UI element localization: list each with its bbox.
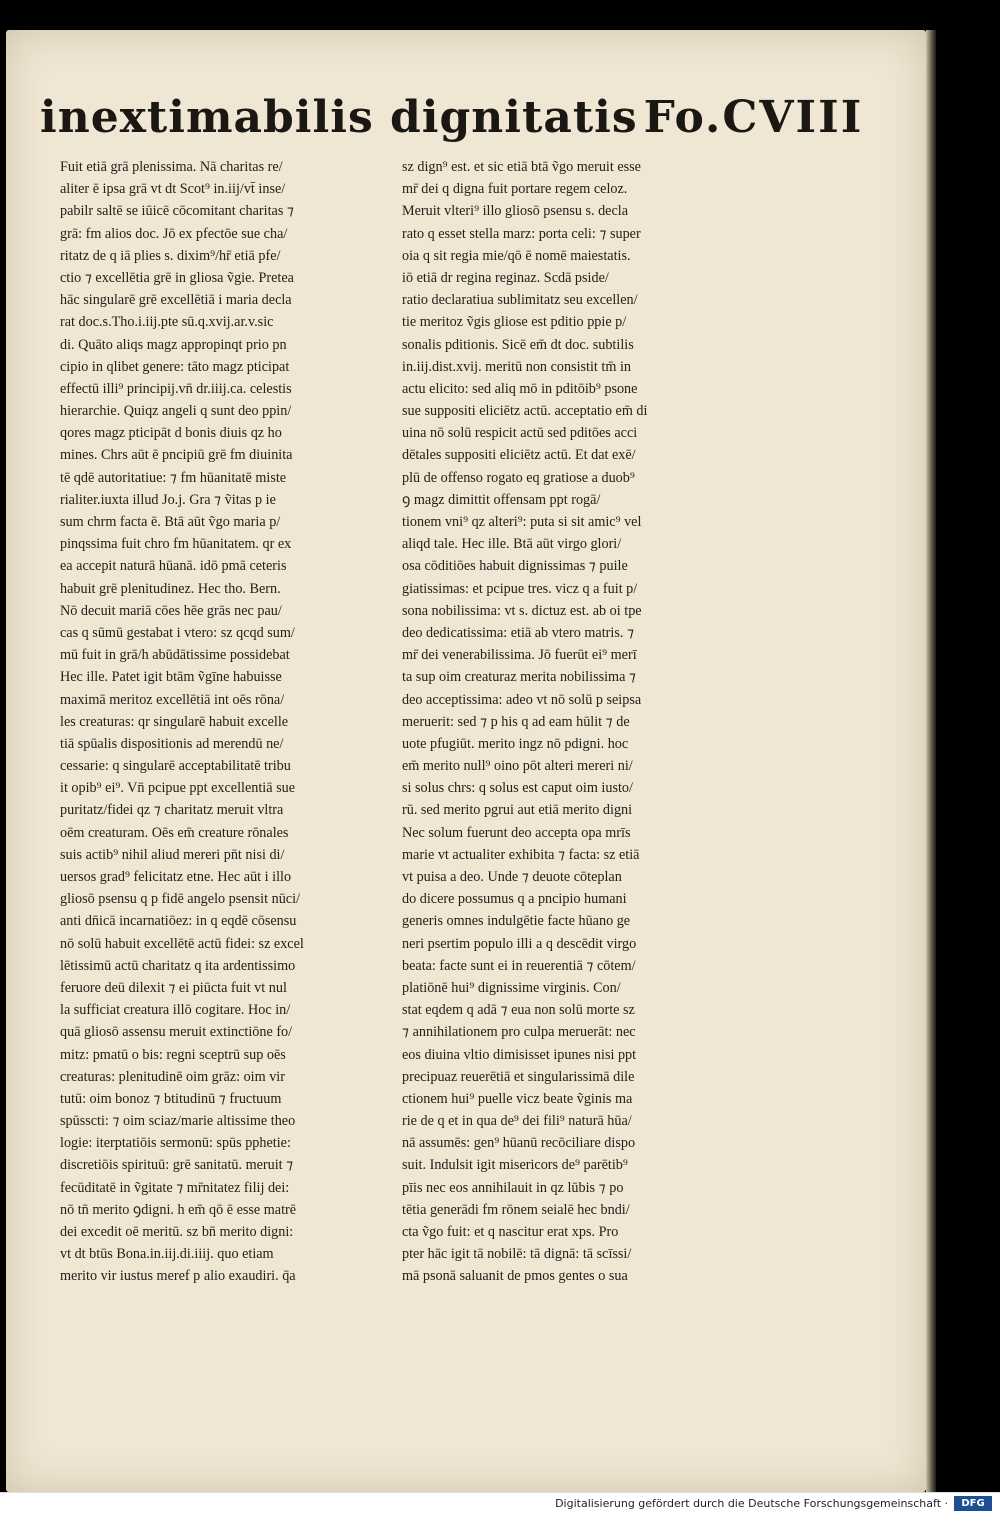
text-line: tie meritoz ṽgis gliose est pditio ppie p/ <box>402 314 627 331</box>
text-line: tē qdē autoritatiue: ⁊ fm hūanitatē miste <box>60 469 287 486</box>
text-line: rat doc.s.Tho.i.iij.pte sū.q.xvij.ar.v.sic <box>60 314 274 331</box>
text-line: Hec ille. Patet igit btām ṽgīne habuisse <box>60 669 282 686</box>
text-line: ctionem hui⁹ puelle vicz beate ṽginis ma <box>402 1090 633 1107</box>
text-line: uina nō solū respicit actū sed pditōes acci <box>402 425 638 442</box>
text-line: cas q sūmū gestabat i vtero: sz qcqd sum/ <box>60 624 295 641</box>
text-line: tionem vni⁹ qz alteri⁹: puta si sit amic⁹ vel <box>402 514 642 530</box>
text-line: grā: fm alios doc. Jō ex pfectōe sue cha/ <box>60 225 288 242</box>
text-line: mitz: pmatū o bis: regni sceptrū sup oēs <box>60 1046 286 1063</box>
folio-number: Fo.CVIII <box>643 92 864 143</box>
text-line: it opib⁹ ei⁹. Vn̄ pcipue ppt excellentiā sue <box>60 780 295 797</box>
text-line: ꝯ magz dimittit offensam ppt rogā/ <box>402 491 601 508</box>
text-line: si solus chrs: q solus est caput oim iusto/ <box>402 780 633 797</box>
text-line: beata: facte sunt ei in reuerentiā ⁊ cōtem/ <box>402 957 636 974</box>
text-line: creaturas: plenitudinē oim grāz: oim vir <box>60 1068 285 1085</box>
text-line: pter hāc igit tā nobilē: tā dignā: tā scīssi/ <box>402 1246 632 1263</box>
text-line: do dicere possumus q a pncipio humani <box>402 891 627 908</box>
text-line: feruore deū dilexit ⁊ ei piūcta fuit vt nul <box>60 979 287 996</box>
text-line: osa cōditiōes habuit dignissimas ⁊ puile <box>402 558 628 575</box>
text-line: Fuit etiā grā plenissima. Nā charitas re/ <box>60 159 283 175</box>
text-line: lētissimū actū charitatz q ita ardentissimo <box>60 957 296 974</box>
text-line: cta ṽgo fuit: et q nascitur erat xps. Pro <box>402 1224 619 1240</box>
text-line: Meruit vlteri⁹ illo gliosō psensu s. decla <box>402 203 629 220</box>
text-line: mines. Chrs aūt ē pncipiū grē fm diuinita <box>60 447 293 464</box>
text-line: oēm creaturam. Oēs em̄ creature rōnales <box>60 824 289 841</box>
text-column-left <box>60 156 400 1288</box>
text-line: eos diuina vltio dimisisset ipunes nisi ppt <box>402 1046 637 1063</box>
text-line: iō etiā dr regina reginaz. Scdā pside/ <box>402 269 609 286</box>
text-line: actu elicito: sed aliq mō in pditōib⁹ psone <box>402 380 638 397</box>
text-line: merito vir iustus meref p alio exaudiri. q̄a <box>60 1268 296 1285</box>
text-line: Nō decuit mariā cōes hēe grās nec pau/ <box>60 602 282 619</box>
text-line: mū fuit in grā/h abūdātissime possidebat <box>60 647 290 664</box>
text-line: mr̄ dei q digna fuit portare regem celoz. <box>402 181 628 198</box>
text-line: cipio in qlibet genere: tāto magz pticipat <box>60 358 290 375</box>
text-line: uersos grad⁹ felicitatz etne. Hec aūt i illo <box>60 869 292 885</box>
text-line: oia q sit regia mie/qō ē nomē maiestatis. <box>402 247 631 264</box>
text-line: pīis nec eos annihilauit in qz lūbis ⁊ po <box>402 1179 624 1196</box>
text-line: meruerit: sed ⁊ p his q ad eam hūlit ⁊ de <box>402 713 630 730</box>
header-title: inextimabilis dignitatis <box>40 92 638 143</box>
text-line: sue suppositi eliciētz actū. acceptatio em̄ di <box>402 403 648 420</box>
text-line: ta sup oim creaturaz merita nobilissima ⁊ <box>402 669 636 686</box>
text-line: quā gliosō assensu meruit extinctiōne fo/ <box>60 1024 293 1041</box>
text-line: effectū illi⁹ principij.vn̄ dr.iiij.ca. celestis <box>60 380 292 397</box>
text-line: nā assumēs: gen⁹ hūanū recōciliare dispo <box>402 1135 636 1152</box>
text-line: discretiōis spirituū: grē sanitatū. meruit ⁊ <box>60 1157 294 1174</box>
dfg-logo-icon: DFG <box>954 1496 992 1511</box>
text-line: platiōnē hui⁹ dignissime virginis. Con/ <box>402 979 621 996</box>
text-line: em̄ merito null⁹ oino pōt alteri mereri ni/ <box>402 758 633 775</box>
text-line: suit. Indulsit igit misericors de⁹ parētib⁹ <box>402 1157 628 1174</box>
text-line: ratio declaratiua sublimitatz seu excellen/ <box>402 292 638 309</box>
text-line: sz dign⁹ est. et sic etiā btā ṽgo meruit esse <box>402 159 641 175</box>
text-line: anti dn̄icā incarnatiōez: in q eqdē cōsensu <box>60 913 297 930</box>
text-line: suis actib⁹ nihil aliud mereri pn̄t nisi di/ <box>60 846 285 863</box>
text-line: qores magz pticipāt d bonis diuis qz ho <box>60 425 282 442</box>
text-line: dei excedit oē meritū. sz bn̄ merito digni: <box>60 1224 294 1240</box>
text-line: nō solū habuit excellētē actū fidei: sz excel <box>60 935 304 952</box>
text-line: rialiter.iuxta illud Jo.j. Gra ⁊ ṽitas p ie <box>60 491 276 508</box>
text-line: giatissimas: et pcipue tres. vicz q a fuit p/ <box>402 580 638 597</box>
text-line: spūsscti: ⁊ oim sciaz/marie altissime theo <box>60 1113 296 1130</box>
text-line: logie: iterptatiōis sermonū: spūs pphetie: <box>60 1135 291 1152</box>
text-line: stat eqdem q adā ⁊ eua non solū morte sz <box>402 1002 635 1019</box>
running-header <box>40 92 864 143</box>
text-line: mr̄ dei venerabilissima. Jō fuerūt ei⁹ merī <box>402 647 637 664</box>
text-line: di. Quāto aliqs magz appropinqt prio pn <box>60 336 287 353</box>
text-line: rato q esset stella marz: porta celi: ⁊ super <box>402 225 641 242</box>
text-line: deo dedicatissima: etiā ab vtero matris. ⁊ <box>402 624 635 641</box>
text-line: pinqssima fuit chro fm hūanitatem. qr ex <box>60 536 292 553</box>
text-line: mā psonā saluanit de pmos gentes o sua <box>402 1268 628 1285</box>
text-line: dētales suppositi eliciētz actū. Et dat exē/ <box>402 447 636 464</box>
text-line: deo acceptissima: adeo vt nō solū p seipsa <box>402 691 642 708</box>
text-line: aliter ē ipsa grā vt dt Scot⁹ in.iij/vt̄ inse/ <box>60 181 286 198</box>
text-line: rū. sed merito pgrui aut etiā merito digni <box>402 802 633 819</box>
text-line: la sufficiat creatura illō cogitare. Hoc in/ <box>60 1002 291 1019</box>
text-line: generis omnes indulgētie facte hūano ge <box>402 913 631 930</box>
funding-credit: Digitalisierung gefördert durch die Deutsche Forschungsgemeinschaft · <box>555 1497 948 1510</box>
text-line: fecūditatē in ṽgitate ⁊ mr̄nitatez filij dei: <box>60 1179 290 1196</box>
text-line: tutū: oim bonoz ⁊ btitudinū ⁊ fructuum <box>60 1090 282 1107</box>
text-column-right <box>402 156 768 1288</box>
text-line: Nec solum fuerunt deo accepta opa mrīs <box>402 824 631 841</box>
text-line: gliosō psensu q p fidē angelo psensit nūci/ <box>60 891 300 908</box>
text-line: pabilr saltē se iūicē cōcomitant charitas ⁊ <box>60 203 294 220</box>
text-line: ritatz de q iā plies s. dixim⁹/hr̄ etiā pfe/ <box>60 247 281 264</box>
text-line: ctio ⁊ excellētia grē in gliosa ṽgie. Pretea <box>60 269 294 286</box>
text-line: marie vt actualiter exhibita ⁊ facta: sz etiā <box>402 846 640 863</box>
text-line: aliqd tale. Hec ille. Btā aūt virgo glori/ <box>402 536 622 553</box>
text-line: les creaturas: qr singularē habuit excelle <box>60 713 289 730</box>
text-line: cessarie: q singularē acceptabilitatē tribu <box>60 758 291 775</box>
text-line: hāc singularē grē excellētiā i maria decla <box>60 292 292 309</box>
text-line: vt dt btūs Bona.in.iij.di.iiij. quo etiam <box>60 1246 274 1263</box>
text-line: ⁊ annihilationem pro culpa meruerāt: nec <box>402 1024 636 1041</box>
book-spine-edge <box>926 30 936 1492</box>
text-line: nō tn̄ merito ꝯdigni. h em̄ qō ē esse matrē <box>60 1201 297 1218</box>
text-line: sona nobilissima: vt s. dictuz est. ab oi tpe <box>402 602 642 619</box>
text-line: precipuaz reuerētiā et singularissimā dile <box>402 1068 635 1085</box>
text-line: hierarchie. Quiqz angeli q sunt deo ppin/ <box>60 403 292 420</box>
text-line: in.iij.dist.xvij. meritū non consistit tm̄ in <box>402 358 631 375</box>
text-line: rie de q et in qua de⁹ dei fili⁹ naturā hūa/ <box>402 1113 632 1130</box>
text-line: sonalis pditionis. Sicē em̄ dt doc. subtilis <box>402 336 634 353</box>
text-line: vt puisa a deo. Unde ⁊ deuote cōteplan <box>402 869 622 885</box>
text-line: puritatz/fidei qz ⁊ charitatz meruit vltra <box>60 802 284 819</box>
text-line: neri psertim populo illi a q descēdit virgo <box>402 935 637 952</box>
text-line: habuit grē plenitudinez. Hec tho. Bern. <box>60 580 281 597</box>
footer-bar <box>0 1492 1000 1515</box>
text-line: tiā spūalis dispositionis ad merendū ne/ <box>60 735 284 752</box>
text-line: sum chrm facta ē. Btā aūt ṽgo maria p/ <box>60 514 281 530</box>
text-line: plū de offenso rogato eq gratiose a duob⁹ <box>402 469 635 486</box>
text-line: tētia generādi fm rōnem seialē hec bndi/ <box>402 1201 630 1218</box>
text-line: ea accepit naturā hūanā. idō pmā ceteris <box>60 558 287 575</box>
text-line: uote pfugiūt. merito ingz nō pdigni. hoc <box>402 735 629 752</box>
text-line: maximā meritoz excellētiā int oēs rōna/ <box>60 691 285 708</box>
